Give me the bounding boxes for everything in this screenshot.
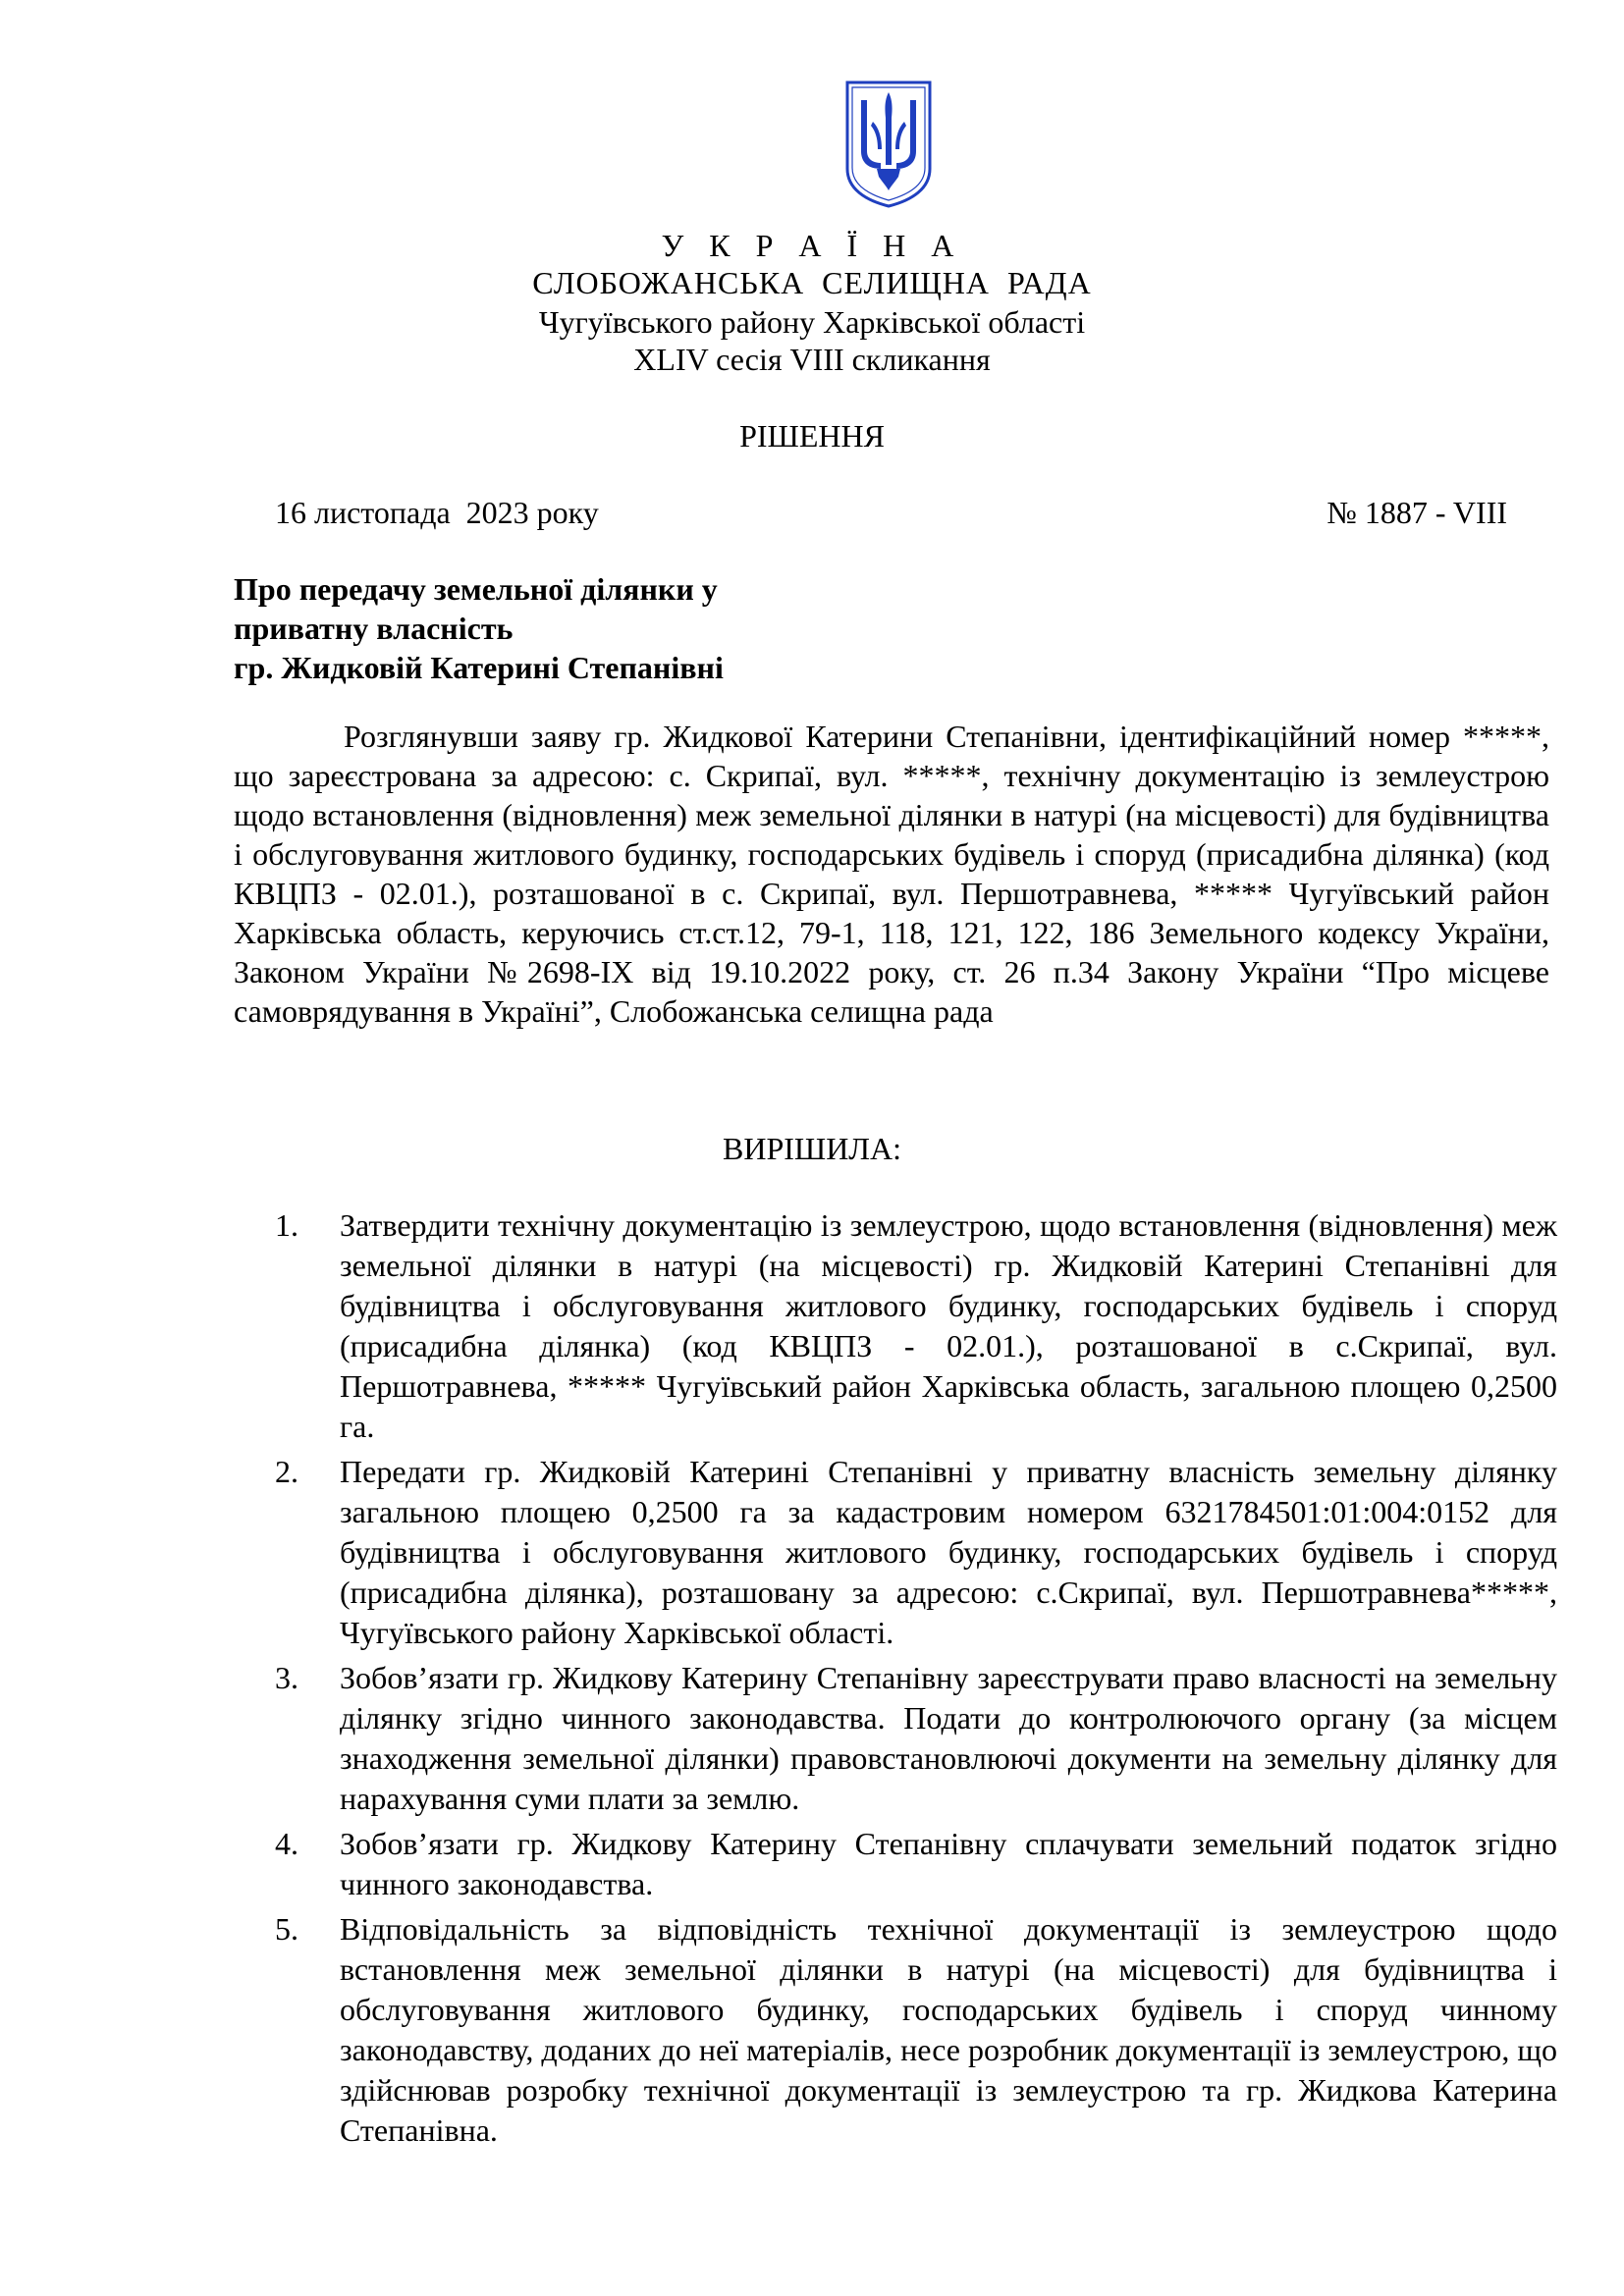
decision-item <box>0 1205 1557 1447</box>
item-text: Передати гр. Жидковій Катерині Степанівні у приватну власність земельну ділянку загальною площею 0,2500 га за кадастровим номером 6321784501:01:004:0152 для будівництва і обслуговування житлового будинку, господарських будівель і споруд (присадибна ділянка), розташовану за адресою: с.Скрипаї, вул. Першотравнева*****, Чугуївського району Харківської області. <box>340 1454 1557 1650</box>
decision-number: № 1887 - VIII <box>1326 495 1507 530</box>
decision-items-list <box>0 1205 1624 2156</box>
item-number: 3. <box>275 1660 298 1695</box>
item-text: Затвердити технічну документацію із землеустрою, щодо встановлення (відновлення) меж земельної ділянки в натурі (на місцевості) гр. Жидковій Катерині Степанівні для будівництва і обслуговування житлового будинку, господарських будівель і споруд (присадибна ділянка) (код КВЦПЗ - 02.01.), розташованої в с.Скрипаї, вул. Першотравнева, ***** Чугуївський район Харківська область, загальною площею 0,2500 га. <box>340 1207 1557 1444</box>
header-country: У К Р А Ї Н А <box>661 228 963 263</box>
decided-heading: ВИРІШИЛА: <box>723 1131 901 1166</box>
item-text: Зобов’язати гр. Жидкову Катерину Степанівну сплачувати земельний податок згідно чинного законодавства. <box>340 1826 1557 1901</box>
header-council-name: СЛОБОЖАНСЬКА СЕЛИЩНА РАДА <box>532 265 1092 300</box>
document-type-title: РІШЕННЯ <box>739 418 885 454</box>
item-number: 5. <box>275 1911 298 1947</box>
item-number: 4. <box>275 1826 298 1861</box>
decision-date: 16 листопада 2023 року <box>275 495 599 530</box>
item-number: 2. <box>275 1454 298 1489</box>
item-text: Зобов’язати гр. Жидкову Катерину Степанівну зареєструвати право власності на земельну ділянку згідно чинного законодавства. Подати до контролюючого органу (за місцем знаходження земельної ділянки) правовстановлюючі документи на земельну ділянку для нарахування суми плати за землю. <box>340 1660 1557 1816</box>
preamble-paragraph: Розглянувши заяву гр. Жидкової Катерини Степанівни, ідентифікаційний номер *****, що зареєстрована за адресою: с. Скрипаї, вул. *****, технічну документацію із землеустрою щодо встановлення (відновлення) меж земельної ділянки в натурі (на місцевості) для будівництва і обслуговування житлового будинку, господарських будівель і споруд (присадибна ділянка) (код КВЦПЗ - 02.01.), розташованої в с. Скрипаї, вул. Першотравнева, ***** Чугуївський район Харківська область, керуючись ст.ст.12, 79-1, 118, 121, 122, 186 Земельного кодексу України, Законом України №2698-IX від 19.10.2022 року, ст. 26 п.34 Закону України “Про місцеве самоврядування в Україні”, Слобожанська селищна рада <box>234 719 1549 1029</box>
subject-line: приватну власність <box>234 611 514 646</box>
item-number: 1. <box>275 1207 298 1243</box>
subject-line: Про передачу земельної ділянки у <box>234 571 718 607</box>
subject-line: гр. Жидковій Катерині Степанівні <box>234 650 724 685</box>
date-number-line <box>275 491 1507 534</box>
trident-coat-of-arms-icon <box>843 79 934 210</box>
item-text: Відповідальність за відповідність технічної документації із землеустрою щодо встановлення меж земельної ділянки в натурі (на місцевості) для будівництва і обслуговування житлового будинку, господарських будівель і споруд чинному законодавству, доданих до неї матеріалів, несе розробник документації із землеустрою, що здійснював розробку технічної документації із землеустрою та гр. Жидкова Катерина Степанівна. <box>340 1911 1557 2148</box>
decision-item <box>0 1452 1557 1653</box>
decision-item <box>0 1824 1557 1904</box>
decision-subject <box>234 569 921 687</box>
header-session: XLIV сесія VIII скликання <box>633 342 991 377</box>
decision-item <box>0 1909 1557 2151</box>
decision-item <box>0 1658 1557 1819</box>
header-district: Чугуївського району Харківської області <box>538 304 1086 340</box>
